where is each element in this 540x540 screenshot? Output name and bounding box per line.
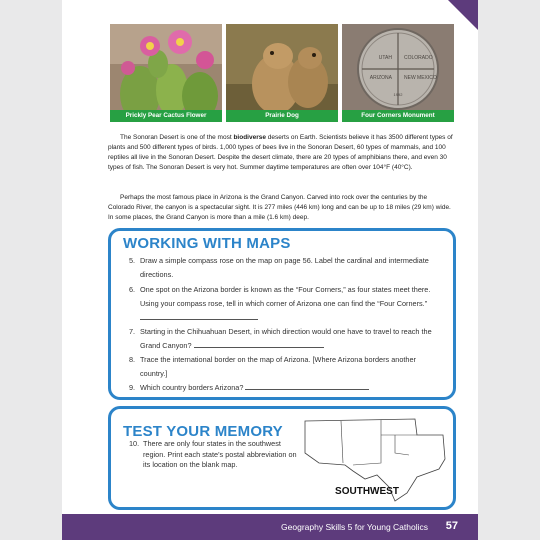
section-title: WORKING WITH MAPS: [123, 235, 291, 252]
question-text: One spot on the Arizona border is known as the “Four Corners,” as four states meet there. Using your compass rose, tell in which corner of Arizona one can find the “Four Corners.”: [140, 285, 431, 308]
book-title: Geography Skills 5 for Young Catholics: [281, 522, 428, 532]
section-title: TEST YOUR MEMORY: [123, 423, 283, 440]
page-number: 57: [445, 520, 458, 532]
monument-text-2: COLORADO: [404, 55, 433, 61]
map-label: SOUTHWEST: [335, 486, 399, 497]
photo-caption: Prairie Dog: [226, 110, 338, 122]
question-text: Trace the international border on the map of Arizona. [Where Arizona borders another country.]: [140, 355, 416, 378]
paragraph-text: deserts on Earth. Scientists believe it has 3500 different types of plants and 500 different types of birds. 1,000 types of bees live in the Sonoran Desert, 60 types of mammals, and 100 reptiles all live in the Sonoran Desert. Despite the desert climate, there are 20 types of amphibians there, and even 30 types of fish. The Sonoran Desert is very hot. Summer daytime temperatures are often over 104°F (40°C).: [108, 134, 453, 171]
question-10: [129, 439, 305, 471]
question-8: [129, 353, 441, 381]
question-number: 9.: [129, 383, 136, 392]
bold-term: biodiverse: [233, 134, 266, 141]
question-number: 10.: [129, 439, 140, 448]
photo-cactus: [110, 24, 222, 122]
question-text: There are only four states in the southwest region. Print each state’s postal abbreviation on its location on the blank map.: [143, 439, 297, 469]
question-5: [129, 254, 441, 282]
monument-illustration: [342, 24, 454, 122]
working-with-maps-box: [108, 228, 456, 400]
question-text: Starting in the Chihuahuan Desert, in which direction would one have to travel to reach the Grand Canyon?: [140, 327, 432, 350]
photo-prairie-dog: [226, 24, 338, 122]
monument-text-3: ARIZONA: [369, 75, 392, 81]
prairie-dog-illustration: [226, 24, 338, 122]
paragraph-sonoran-desert: [108, 133, 454, 173]
monument-text-4: NEW MEXICO: [404, 75, 437, 81]
answer-blank[interactable]: [140, 311, 258, 320]
test-your-memory-box: [108, 406, 456, 510]
answer-blank[interactable]: [245, 381, 369, 390]
paragraph-text: The Sonoran Desert is one of the most: [120, 134, 234, 141]
question-number: 5.: [129, 256, 136, 265]
cactus-illustration: [110, 24, 222, 122]
monument-text-5: 1992: [393, 92, 403, 97]
photo-caption: Prickly Pear Cactus Flower: [110, 110, 222, 122]
question-6: [129, 283, 441, 325]
question-number: 6.: [129, 285, 136, 294]
photo-caption: Four Corners Monument: [342, 110, 454, 122]
question-text: Draw a simple compass rose on the map on page 56. Label the cardinal and intermediate directions.: [140, 256, 429, 279]
question-text: Which country borders Arizona?: [140, 383, 244, 392]
question-7: [129, 325, 441, 353]
photo-four-corners-monument: [342, 24, 454, 122]
page-footer: [62, 514, 478, 540]
question-number: 7.: [129, 327, 136, 336]
southwest-blank-map[interactable]: [297, 413, 451, 505]
answer-blank[interactable]: [194, 339, 324, 348]
question-9: [129, 381, 441, 395]
question-number: 8.: [129, 355, 136, 364]
workbook-page: [62, 0, 478, 540]
paragraph-grand-canyon: Perhaps the most famous place in Arizona is the Grand Canyon. Carved into rock over the centuries by the Colorado River, the canyon is a spectacular sight. It is 277 miles (446 km) long and can be up to 18 miles (29 km) wide. In some places, the Grand Canyon is more than a mile (1.6 km) deep.: [108, 194, 451, 221]
monument-text-1: UTAH: [378, 55, 392, 61]
